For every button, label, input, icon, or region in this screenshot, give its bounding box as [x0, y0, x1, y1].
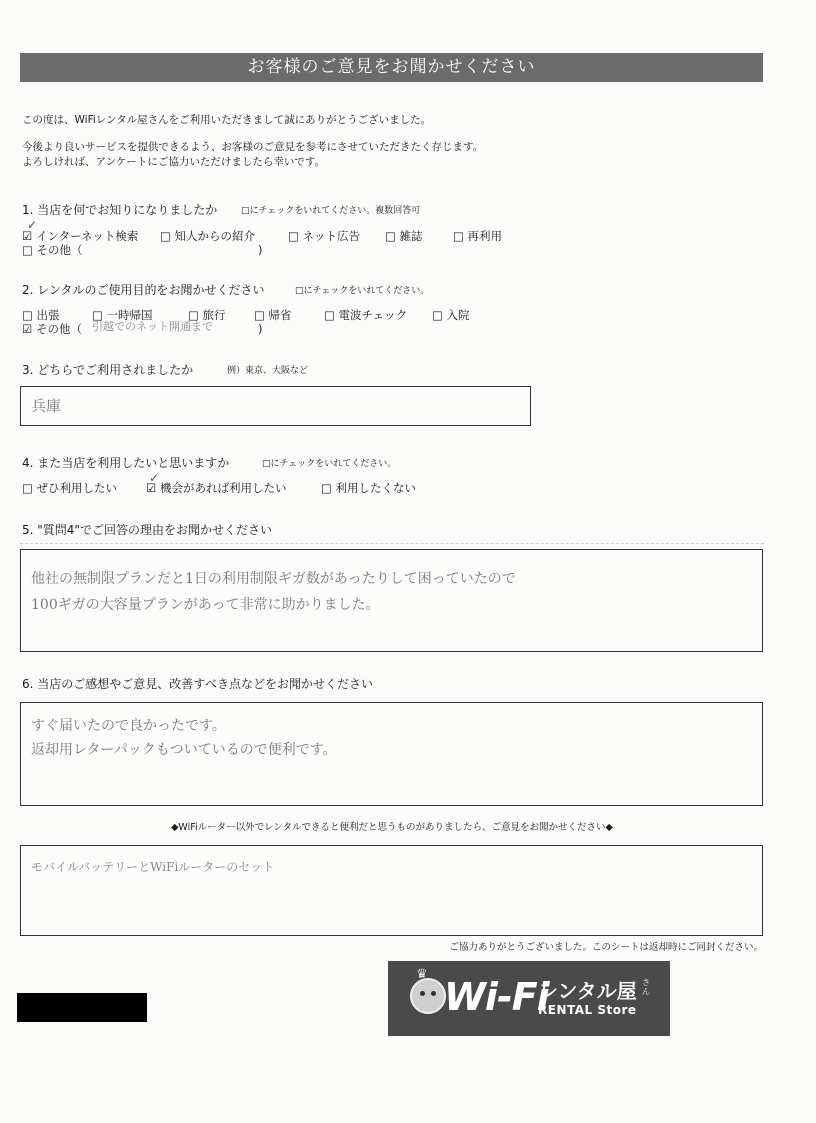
- q1-other-close: ): [258, 243, 263, 257]
- q1-option-other[interactable]: □ その他（: [22, 243, 83, 257]
- q3-answer-box[interactable]: [20, 386, 531, 426]
- check-mark-icon: ✓: [149, 471, 160, 485]
- q2-option-homecoming[interactable]: □ 帰省: [254, 308, 292, 322]
- q2-option-signal-check[interactable]: □ 電波チェック: [324, 308, 408, 322]
- q1-option-magazine[interactable]: □ 雑誌: [385, 229, 423, 243]
- q2-option-business-trip[interactable]: □ 出張: [22, 308, 60, 322]
- q2-option-temp-return[interactable]: □ 一時帰国: [92, 308, 153, 322]
- logo-en-text: RENTAL Store: [538, 1003, 637, 1017]
- divider: [20, 543, 764, 544]
- crown-icon: ♛: [416, 967, 428, 982]
- q2-other-close: ): [258, 322, 263, 336]
- q1-note: □にチェックをいれてください。複数回答可: [241, 206, 421, 216]
- intro-line-2: 今後より良いサービスを提供できるよう、お客様のご意見を参考にさせていただきたく存じます。: [22, 141, 484, 153]
- brand-logo: [388, 961, 670, 1036]
- logo-wifi-text: Wi-Fi: [444, 975, 549, 1019]
- q2-label: 2. レンタルのご使用目的をお聞かせください: [22, 283, 265, 297]
- intro-line-1: この度は、WiFiレンタル屋さんをご利用いただきまして誠にありがとうございました。: [22, 114, 432, 126]
- q4-option-definitely[interactable]: □ ぜひ利用したい: [22, 481, 118, 495]
- q6-answer-box[interactable]: [20, 702, 763, 806]
- q2-option-hospital[interactable]: □ 入院: [432, 308, 470, 322]
- q4-note: □にチェックをいれてください。: [262, 459, 397, 469]
- q3-label: 3. どちらでご利用されましたか: [22, 363, 194, 377]
- q4-label: 4. また当店を利用したいと思いますか: [22, 456, 230, 470]
- q2-option-travel[interactable]: □ 旅行: [188, 308, 226, 322]
- footer-thanks: ご協力ありがとうございました。このシートは返却時にご同封ください。: [449, 942, 763, 953]
- q6-answer-line-2: 返却用レターパックもついているので便利です。: [31, 742, 337, 758]
- q3-answer: 兵庫: [31, 397, 62, 415]
- q5-answer-line-2: 100ギガの大容量プランがあって非常に助かりました。: [31, 597, 380, 613]
- q5-answer-line-1: 他社の無制限プランだと1日の利用制限ギガ数があったりして困っていたので: [31, 571, 516, 587]
- q1-option-net-ad[interactable]: □ ネット広告: [288, 229, 361, 243]
- q5-answer-box[interactable]: [20, 549, 763, 652]
- q2-note: □にチェックをいれてください。: [295, 286, 430, 296]
- q1-option-internet-search[interactable]: ☑ インターネット検索: [22, 229, 139, 243]
- q7-answer-box[interactable]: [20, 845, 763, 936]
- q2-option-other[interactable]: ☑ その他（: [22, 322, 82, 336]
- q2-other-answer: 引越でのネット開通まで: [92, 320, 213, 333]
- logo-jp-text: レンタル屋: [538, 979, 637, 1003]
- q3-example: 例）東京、大阪など: [227, 366, 309, 376]
- check-mark-icon: ✓: [27, 218, 38, 232]
- q6-answer-line-1: すぐ届いたので良かったです。: [31, 718, 226, 734]
- page-title: お客様のご意見をお聞かせください: [20, 53, 763, 82]
- mascot-icon: [410, 978, 446, 1014]
- logo-san-text: さん: [642, 978, 650, 996]
- q6-label: 6. 当店のご感想やご意見、改善すべき点などをお聞かせください: [22, 677, 374, 691]
- redaction-block: [17, 993, 147, 1022]
- q4-option-if-chance[interactable]: ☑ 機会があれば利用したい: [146, 481, 287, 495]
- q7-answer: モバイルバッテリーとWiFiルーターのセット: [31, 860, 275, 874]
- intro-line-3: よろしければ、アンケートにご協力いただけましたら幸いです。: [22, 156, 326, 168]
- q1-label: 1. 当店を何でお知りになりましたか: [22, 203, 218, 217]
- q1-option-reuse[interactable]: □ 再利用: [453, 229, 503, 243]
- q4-option-no[interactable]: □ 利用したくない: [321, 481, 417, 495]
- q7-label: ◆WiFiルーター以外でレンタルできると便利だと思うものがありましたら、ご意見をお聞かせください◆: [171, 822, 613, 833]
- q5-label: 5. "質問4"でご回答の理由をお聞かせください: [22, 523, 272, 537]
- q1-option-referral[interactable]: □ 知人からの紹介: [160, 229, 256, 243]
